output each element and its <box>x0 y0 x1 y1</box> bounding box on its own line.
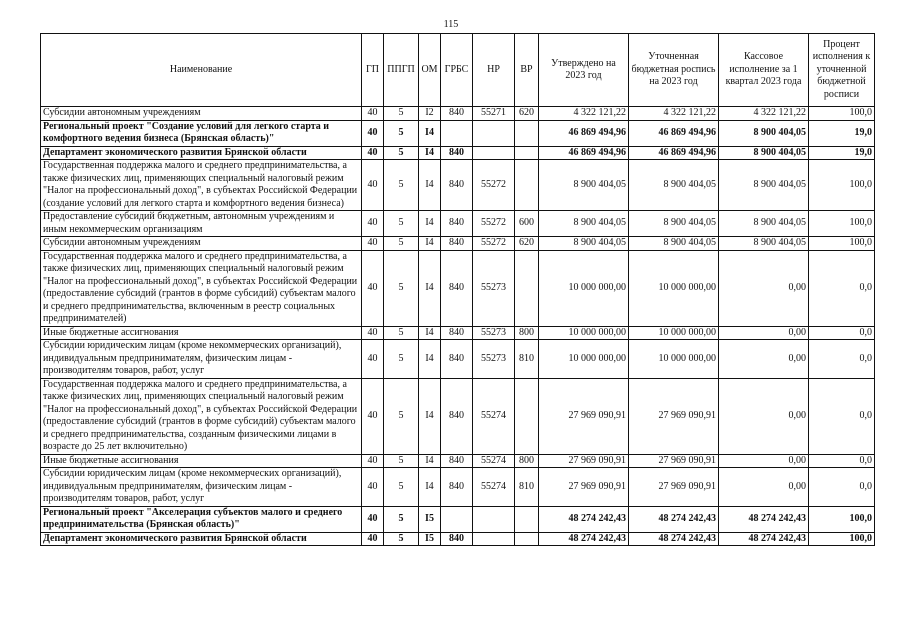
row-np: 55271 <box>473 107 515 121</box>
row-gp: 40 <box>362 250 384 326</box>
row-percent: 0,0 <box>809 326 875 340</box>
header-cash: Кассовое исполнение за 1 квартал 2023 года <box>719 34 809 107</box>
header-ppgp: ППГП <box>384 34 419 107</box>
row-refined: 27 969 090,91 <box>629 378 719 454</box>
row-approved: 10 000 000,00 <box>539 340 629 379</box>
row-vr: 620 <box>515 107 539 121</box>
row-ppgp: 5 <box>384 340 419 379</box>
row-percent: 100,0 <box>809 506 875 532</box>
row-percent: 100,0 <box>809 211 875 237</box>
row-approved: 48 274 242,43 <box>539 532 629 546</box>
row-approved: 8 900 404,05 <box>539 160 629 211</box>
row-approved: 4 322 121,22 <box>539 107 629 121</box>
row-vr: 810 <box>515 340 539 379</box>
row-name: Департамент экономического развития Брянской области <box>41 532 362 546</box>
row-om: I5 <box>419 532 441 546</box>
row-gp: 40 <box>362 378 384 454</box>
row-percent: 19,0 <box>809 146 875 160</box>
table-row <box>41 250 875 326</box>
row-grbs: 840 <box>441 378 473 454</box>
row-om: I4 <box>419 340 441 379</box>
row-percent: 0,0 <box>809 468 875 507</box>
row-refined: 8 900 404,05 <box>629 237 719 251</box>
row-refined: 8 900 404,05 <box>629 160 719 211</box>
row-refined: 46 869 494,96 <box>629 146 719 160</box>
row-gp: 40 <box>362 506 384 532</box>
row-gp: 40 <box>362 160 384 211</box>
row-ppgp: 5 <box>384 160 419 211</box>
row-cash: 0,00 <box>719 378 809 454</box>
row-vr: 810 <box>515 468 539 507</box>
row-refined: 10 000 000,00 <box>629 326 719 340</box>
row-vr <box>515 120 539 146</box>
row-gp: 40 <box>362 237 384 251</box>
row-gp: 40 <box>362 211 384 237</box>
row-np <box>473 532 515 546</box>
row-gp: 40 <box>362 146 384 160</box>
row-name: Государственная поддержка малого и среднего предпринимательства, а также физических лиц, применяющих специальный налоговый режим "Налог на профессиональный доход", в субъектах Российской Федерации (создание условий для легкого старта и комфортного ведения бизнеса) <box>41 160 362 211</box>
row-gp: 40 <box>362 340 384 379</box>
row-np: 55273 <box>473 326 515 340</box>
row-np: 55272 <box>473 237 515 251</box>
row-refined: 27 969 090,91 <box>629 468 719 507</box>
table-row <box>41 211 875 237</box>
page-number: 115 <box>443 19 459 30</box>
row-np <box>473 120 515 146</box>
row-name: Иные бюджетные ассигнования <box>41 454 362 468</box>
row-name: Субсидии юридическим лицам (кроме некоммерческих организаций), индивидуальным предпринимателям, физическим лицам - производителям товаров, работ, услуг <box>41 468 362 507</box>
row-name: Региональный проект "Создание условий для легкого старта и комфортного ведения бизнеса (Брянская область)" <box>41 120 362 146</box>
row-om: I4 <box>419 454 441 468</box>
header-name: Наименование <box>41 34 362 107</box>
row-grbs: 840 <box>441 326 473 340</box>
row-cash: 48 274 242,43 <box>719 532 809 546</box>
row-cash: 4 322 121,22 <box>719 107 809 121</box>
row-refined: 8 900 404,05 <box>629 211 719 237</box>
row-approved: 27 969 090,91 <box>539 378 629 454</box>
row-gp: 40 <box>362 454 384 468</box>
row-vr: 620 <box>515 237 539 251</box>
row-percent: 19,0 <box>809 120 875 146</box>
header-grbs: ГРБС <box>441 34 473 107</box>
row-om: I4 <box>419 468 441 507</box>
row-gp: 40 <box>362 120 384 146</box>
row-grbs: 840 <box>441 340 473 379</box>
row-cash: 48 274 242,43 <box>719 506 809 532</box>
row-om: I4 <box>419 378 441 454</box>
row-vr <box>515 160 539 211</box>
row-ppgp: 5 <box>384 468 419 507</box>
row-ppgp: 5 <box>384 506 419 532</box>
row-refined: 10 000 000,00 <box>629 340 719 379</box>
row-vr <box>515 378 539 454</box>
row-om: I5 <box>419 506 441 532</box>
row-approved: 46 869 494,96 <box>539 120 629 146</box>
row-ppgp: 5 <box>384 250 419 326</box>
row-cash: 8 900 404,05 <box>719 237 809 251</box>
row-om: I4 <box>419 160 441 211</box>
row-approved: 48 274 242,43 <box>539 506 629 532</box>
row-ppgp: 5 <box>384 532 419 546</box>
row-np: 55274 <box>473 378 515 454</box>
row-grbs: 840 <box>441 250 473 326</box>
row-name: Субсидии автономным учреждениям <box>41 107 362 121</box>
row-cash: 0,00 <box>719 340 809 379</box>
row-approved: 10 000 000,00 <box>539 250 629 326</box>
header-om: ОМ <box>419 34 441 107</box>
row-name: Государственная поддержка малого и среднего предпринимательства, а также физических лиц, применяющих специальный налоговый режим "Налог на профессиональный доход", в субъектах Российской Федерации (предоставление субсидий (грантов в форме субсидий) субъектам малого и среднего предпринимательства, включенным в реестр социальных предпринимателей) <box>41 250 362 326</box>
row-gp: 40 <box>362 107 384 121</box>
header-gp: ГП <box>362 34 384 107</box>
table-row <box>41 468 875 507</box>
row-refined: 48 274 242,43 <box>629 532 719 546</box>
row-approved: 27 969 090,91 <box>539 468 629 507</box>
row-grbs: 840 <box>441 468 473 507</box>
row-ppgp: 5 <box>384 211 419 237</box>
row-name: Предоставление субсидий бюджетным, автономным учреждениям и иным некоммерческим организациям <box>41 211 362 237</box>
row-name: Субсидии автономным учреждениям <box>41 237 362 251</box>
table-row <box>41 237 875 251</box>
row-ppgp: 5 <box>384 146 419 160</box>
row-refined: 46 869 494,96 <box>629 120 719 146</box>
table-row <box>41 506 875 532</box>
row-ppgp: 5 <box>384 378 419 454</box>
row-percent: 100,0 <box>809 532 875 546</box>
row-vr: 600 <box>515 211 539 237</box>
row-percent: 100,0 <box>809 237 875 251</box>
header-refined: Уточненная бюджетная роспись на 2023 год <box>629 34 719 107</box>
row-np: 55273 <box>473 340 515 379</box>
row-percent: 0,0 <box>809 378 875 454</box>
row-grbs: 840 <box>441 107 473 121</box>
row-cash: 0,00 <box>719 454 809 468</box>
row-cash: 0,00 <box>719 250 809 326</box>
row-approved: 10 000 000,00 <box>539 326 629 340</box>
row-percent: 0,0 <box>809 250 875 326</box>
row-np <box>473 506 515 532</box>
row-percent: 100,0 <box>809 107 875 121</box>
row-refined: 4 322 121,22 <box>629 107 719 121</box>
row-approved: 8 900 404,05 <box>539 211 629 237</box>
row-grbs <box>441 120 473 146</box>
row-refined: 48 274 242,43 <box>629 506 719 532</box>
row-np: 55274 <box>473 468 515 507</box>
row-vr <box>515 250 539 326</box>
row-np: 55272 <box>473 160 515 211</box>
row-vr <box>515 506 539 532</box>
table-row <box>41 120 875 146</box>
table-row <box>41 532 875 546</box>
table-row <box>41 107 875 121</box>
row-ppgp: 5 <box>384 237 419 251</box>
table-row <box>41 378 875 454</box>
table-row <box>41 326 875 340</box>
row-cash: 8 900 404,05 <box>719 160 809 211</box>
header-row <box>41 34 875 107</box>
header-np: НР <box>473 34 515 107</box>
table-row <box>41 340 875 379</box>
row-percent: 100,0 <box>809 160 875 211</box>
header-vr: ВР <box>515 34 539 107</box>
row-om: I4 <box>419 146 441 160</box>
row-grbs: 840 <box>441 237 473 251</box>
table-row <box>41 160 875 211</box>
row-cash: 8 900 404,05 <box>719 146 809 160</box>
row-percent: 0,0 <box>809 454 875 468</box>
header-approved: Утверждено на 2023 год <box>539 34 629 107</box>
row-percent: 0,0 <box>809 340 875 379</box>
row-om: I4 <box>419 211 441 237</box>
row-np: 55273 <box>473 250 515 326</box>
row-cash: 0,00 <box>719 468 809 507</box>
row-name: Иные бюджетные ассигнования <box>41 326 362 340</box>
row-refined: 10 000 000,00 <box>629 250 719 326</box>
row-grbs: 840 <box>441 454 473 468</box>
row-grbs: 840 <box>441 146 473 160</box>
row-grbs <box>441 506 473 532</box>
row-cash: 8 900 404,05 <box>719 211 809 237</box>
row-np: 55274 <box>473 454 515 468</box>
row-ppgp: 5 <box>384 454 419 468</box>
row-om: I4 <box>419 237 441 251</box>
row-grbs: 840 <box>441 211 473 237</box>
row-vr <box>515 532 539 546</box>
row-vr: 800 <box>515 326 539 340</box>
row-approved: 8 900 404,05 <box>539 237 629 251</box>
row-om: I4 <box>419 326 441 340</box>
row-om: I4 <box>419 250 441 326</box>
row-om: I2 <box>419 107 441 121</box>
row-name: Региональный проект "Акселерация субъектов малого и среднего предпринимательства (Брянская область)" <box>41 506 362 532</box>
budget-table <box>40 33 875 546</box>
row-gp: 40 <box>362 468 384 507</box>
row-refined: 27 969 090,91 <box>629 454 719 468</box>
header-percent: Процент исполнения к уточненной бюджетной росписи <box>809 34 875 107</box>
row-vr: 800 <box>515 454 539 468</box>
row-ppgp: 5 <box>384 120 419 146</box>
table-row <box>41 146 875 160</box>
row-gp: 40 <box>362 532 384 546</box>
row-grbs: 840 <box>441 160 473 211</box>
row-gp: 40 <box>362 326 384 340</box>
row-vr <box>515 146 539 160</box>
row-cash: 8 900 404,05 <box>719 120 809 146</box>
row-om: I4 <box>419 120 441 146</box>
row-approved: 27 969 090,91 <box>539 454 629 468</box>
row-ppgp: 5 <box>384 326 419 340</box>
row-cash: 0,00 <box>719 326 809 340</box>
row-name: Департамент экономического развития Брянской области <box>41 146 362 160</box>
row-name: Государственная поддержка малого и среднего предпринимательства, а также физических лиц, применяющих специальный налоговый режим "Налог на профессиональный доход", в субъектах Российской Федерации (предоставление субсидий (грантов в форме субсидий) субъектам малого и среднего предпринимательства, созданным физическими лицами в возрасте до 25 лет включительно) <box>41 378 362 454</box>
row-np <box>473 146 515 160</box>
table-row <box>41 454 875 468</box>
row-grbs: 840 <box>441 532 473 546</box>
row-approved: 46 869 494,96 <box>539 146 629 160</box>
row-np: 55272 <box>473 211 515 237</box>
row-name: Субсидии юридическим лицам (кроме некоммерческих организаций), индивидуальным предпринимателям, физическим лицам - производителям товаров, работ, услуг <box>41 340 362 379</box>
row-ppgp: 5 <box>384 107 419 121</box>
